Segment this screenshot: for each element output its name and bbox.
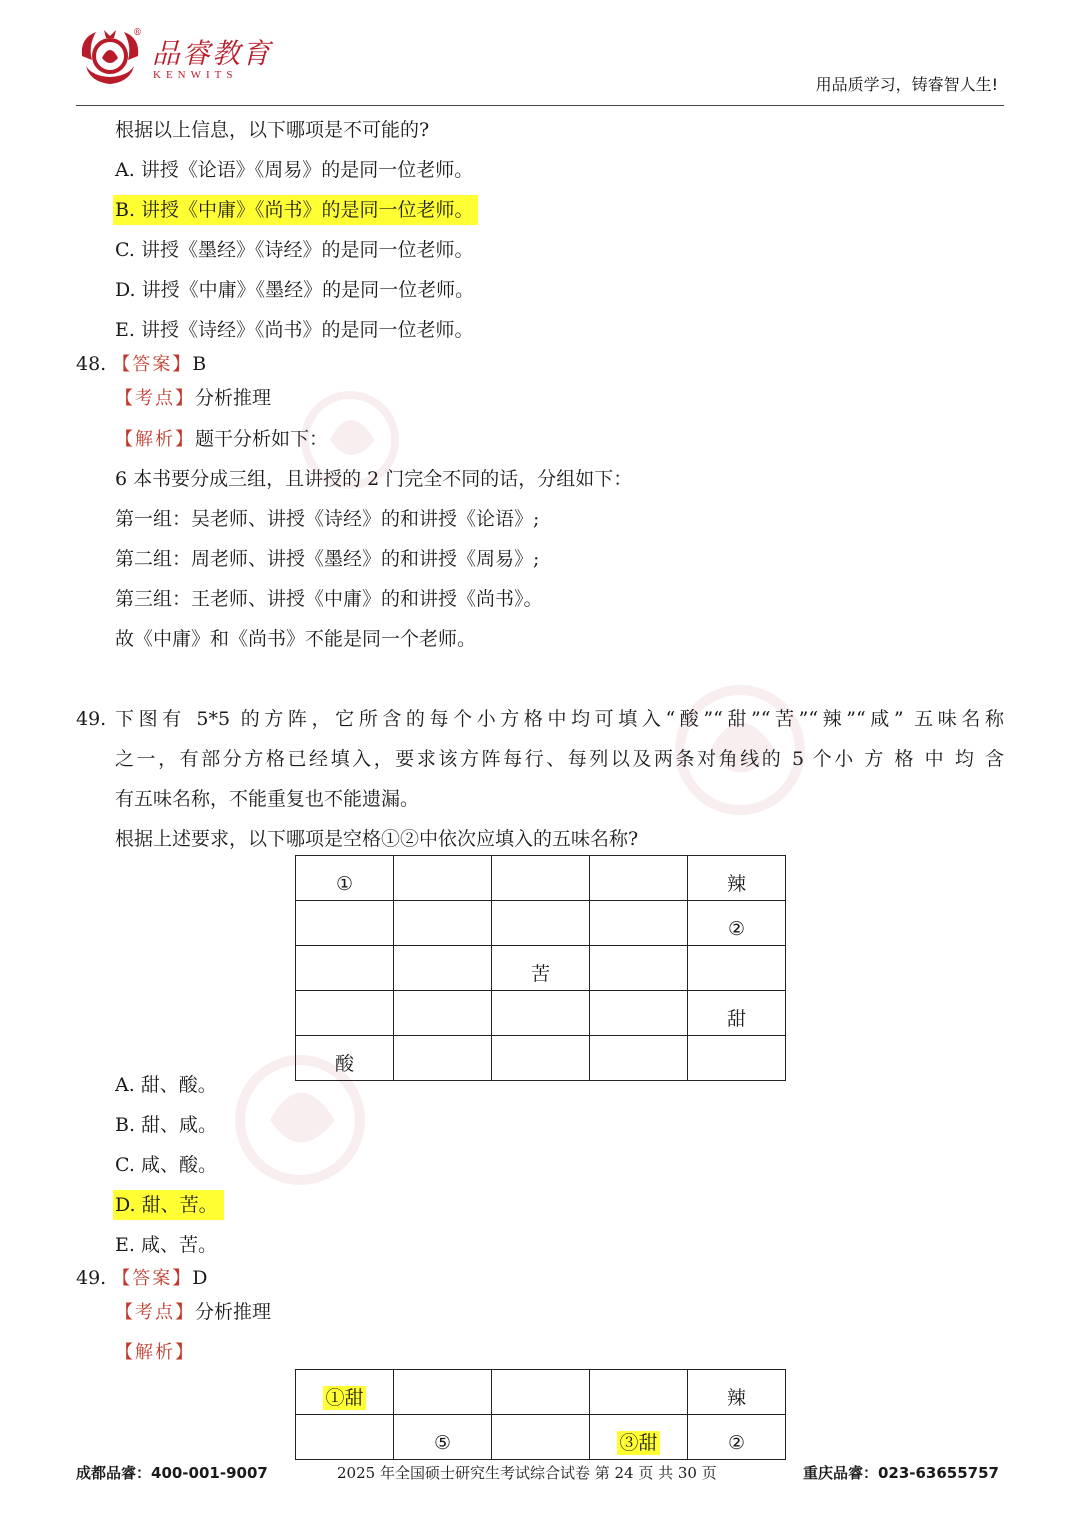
a48-analysis-text: 第三组：王老师、讲授《中庸》的和讲授《尚书》。 — [115, 588, 543, 610]
grid-cell — [394, 901, 492, 946]
q49-stem-line: 之一，有部分方格已经填入，要求该方阵每行、每列以及两条对角线的 5 个小 方 格 中 均 含 — [115, 748, 1004, 770]
a48-analysis-line — [115, 425, 328, 454]
grid-cell — [492, 856, 590, 901]
grid-cell — [590, 1415, 688, 1460]
a48-number: 48. — [76, 353, 107, 375]
q49-grid — [295, 855, 786, 1081]
q47-option-e: E. 讲授《诗经》《尚书》的是同一位老师。 — [115, 319, 474, 341]
a48-point-tag: 【考点】 — [115, 388, 195, 409]
footer-page-info: 2025 年全国硕士研究生考试综合试卷 第 24 页 共 30 页 — [337, 1464, 717, 1482]
q47-option-b — [113, 196, 478, 224]
grid-cell: 苦 — [492, 946, 590, 991]
q49-stem-line: 有五味名称，不能重复也不能遗漏。 — [115, 788, 420, 810]
grid-cell: ① — [296, 856, 394, 901]
grid-cell — [492, 901, 590, 946]
a48-point-value: 分析推理 — [195, 387, 272, 409]
a49-answer-tag: 【答案】 — [112, 1268, 193, 1289]
grid-cell: 辣 — [688, 856, 786, 901]
q49-number: 49. — [76, 708, 107, 730]
a49-point-line — [115, 1298, 271, 1327]
grid-cell — [492, 991, 590, 1036]
q49-option-c: C. 咸、酸。 — [115, 1154, 217, 1176]
brand-name-cn: 品睿教育 — [152, 37, 273, 70]
grid-cell — [296, 946, 394, 991]
q49-stem-line: 下图有 5*5 的方阵，它所含的每个小方格中均可填入“酸”“甜”“苦”“辣”“咸” 五味名称 — [115, 708, 1004, 730]
header-slogan: 用品质学习，铸睿智人生! — [815, 75, 998, 94]
a49-number: 49. — [76, 1267, 107, 1289]
grid-cell — [492, 1415, 590, 1460]
q49-option-b: B. 甜、咸。 — [115, 1114, 218, 1136]
a49-point-value: 分析推理 — [195, 1301, 272, 1323]
q49-option-d — [113, 1191, 224, 1219]
a49-answer-value: D — [192, 1267, 208, 1289]
grid-cell — [296, 991, 394, 1036]
a49-analysis-line — [115, 1338, 195, 1367]
brand-name-en: KENWITS — [153, 69, 238, 81]
grid-cell-highlight: ①甜 — [325, 1387, 364, 1409]
a48-point-line — [115, 384, 271, 413]
grid-cell: ② — [688, 901, 786, 946]
q47-option-b-highlight: B. 讲授《中庸》《尚书》的是同一位老师。 — [113, 195, 478, 225]
grid-cell — [296, 901, 394, 946]
q47-option-d: D. 讲授《中庸》《墨经》的是同一位老师。 — [115, 279, 475, 301]
q49-stem-line: 根据上述要求，以下哪项是空格①②中依次应填入的五味名称? — [115, 828, 639, 850]
grid-cell: 辣 — [688, 1370, 786, 1415]
grid-cell — [688, 946, 786, 991]
footer-chengdu-phone: 成都品睿：400-001-9007 — [76, 1464, 268, 1482]
grid-cell — [590, 946, 688, 991]
grid-cell — [492, 1370, 590, 1415]
grid-cell — [394, 1036, 492, 1081]
grid-cell — [394, 1370, 492, 1415]
q49-option-a: A. 甜、酸。 — [115, 1074, 217, 1096]
a48-answer-line — [76, 350, 206, 379]
a48-analysis-text: 故《中庸》和《尚书》不能是同一个老师。 — [115, 628, 477, 650]
a48-analysis-tag: 【解析】 — [115, 429, 195, 450]
grid-cell-highlight: ③甜 — [619, 1432, 658, 1454]
header-divider — [76, 105, 1004, 106]
grid-cell — [688, 1036, 786, 1081]
q47-option-a: A. 讲授《论语》《周易》的是同一位老师。 — [115, 159, 474, 181]
grid-cell — [590, 901, 688, 946]
q49-option-e: E. 咸、苦。 — [115, 1234, 217, 1256]
footer-chongqing-phone: 重庆品睿：023-63655757 — [802, 1464, 999, 1482]
a49-answer-line — [76, 1264, 208, 1293]
grid-cell — [590, 991, 688, 1036]
a48-analysis-text: 第一组：吴老师、讲授《诗经》的和讲授《论语》; — [115, 508, 540, 530]
a48-analysis-intro: 题干分析如下： — [195, 428, 329, 450]
grid-cell — [492, 1036, 590, 1081]
q49-option-d-highlight: D. 甜、苦。 — [113, 1190, 224, 1220]
grid-cell — [296, 1370, 394, 1415]
grid-cell: 酸 — [296, 1036, 394, 1081]
grid-cell — [394, 856, 492, 901]
grid-cell: ⑤ — [394, 1415, 492, 1460]
grid-cell — [590, 1370, 688, 1415]
grid-cell: ② — [688, 1415, 786, 1460]
q47-stem: 根据以上信息，以下哪项是不可能的? — [115, 119, 430, 141]
a49-analysis-tag: 【解析】 — [115, 1342, 195, 1363]
grid-cell: 甜 — [688, 991, 786, 1036]
grid-cell — [296, 1415, 394, 1460]
q47-option-c: C. 讲授《墨经》《诗经》的是同一位老师。 — [115, 239, 474, 261]
grid-cell — [394, 946, 492, 991]
grid-cell — [394, 991, 492, 1036]
a49-grid — [295, 1369, 786, 1460]
a48-analysis-text: 6 本书要分成三组，且讲授的 2 门完全不同的话，分组如下： — [115, 468, 633, 490]
registered-mark: ® — [133, 28, 142, 38]
grid-cell — [590, 1036, 688, 1081]
a48-answer-tag: 【答案】 — [112, 354, 193, 375]
grid-cell — [590, 856, 688, 901]
a48-analysis-text: 第二组：周老师、讲授《墨经》的和讲授《周易》; — [115, 548, 540, 570]
a48-answer-value: B — [192, 353, 207, 375]
a49-point-tag: 【考点】 — [115, 1302, 195, 1323]
